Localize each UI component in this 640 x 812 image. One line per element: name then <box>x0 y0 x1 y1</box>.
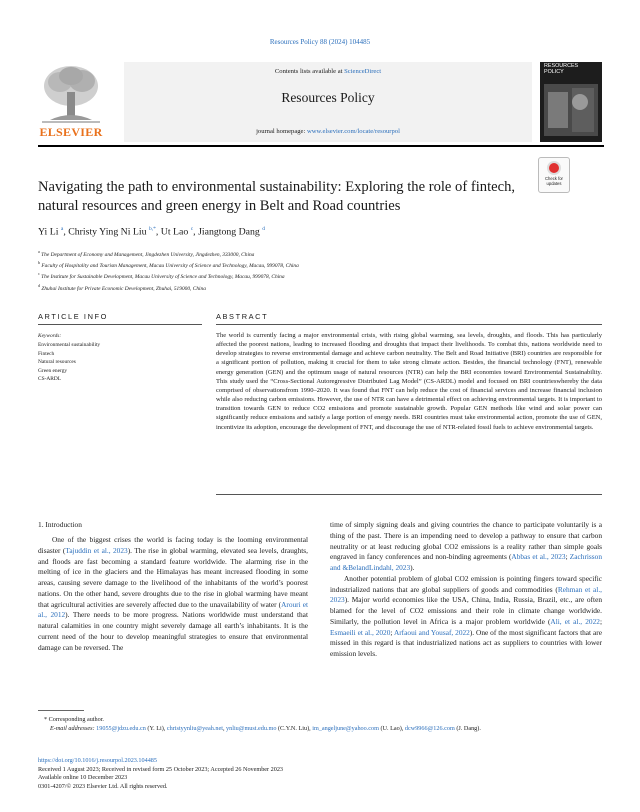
paragraph-text: Another potential problem of global CO2 emission is pointing fingers toward specific industrialized nations that are global suppliers of goods and commodities ( <box>330 573 602 594</box>
affiliation-marker: b <box>38 260 40 266</box>
email-owner: (U. Lao), <box>378 724 405 732</box>
sciencedirect-link[interactable]: ScienceDirect <box>344 68 382 75</box>
contents-line <box>124 68 532 75</box>
online-date: Available online 10 December 2023 <box>38 774 128 782</box>
publication-info <box>38 757 604 791</box>
affiliation <box>38 270 598 281</box>
check-updates-icon <box>547 161 561 175</box>
journal-reference[interactable]: Resources Policy 88 (2024) 104485 <box>269 38 371 46</box>
article-info-heading: ARTICLE INFO <box>38 312 108 321</box>
paragraph-text: time of simply signing deals and giving countries the chance to participate voluntarily is a thing of the past. There is an impending need to develop a pathway to ensure that carbon neutrality or at least reducing global CO2 emissions is a reality rather than simple goals engraved in fancy conferences and non-binding agreements ( <box>330 520 602 562</box>
affiliation-marker: c <box>38 271 40 277</box>
citation-link[interactable]: Arfaoui and Yousaf, 2022 <box>393 627 470 637</box>
corresponding-author-note <box>38 716 604 725</box>
article-title: Navigating the path to environmental sustainability: Exploring the role of fintech, natural resources and green energy in Belt and Road countries <box>38 179 516 214</box>
citation-link[interactable]: Rehman et al., 2023 <box>330 584 603 605</box>
body-column-right <box>330 520 602 660</box>
email-label: E-mail addresses: <box>50 724 97 732</box>
affiliation-text: Faculty of Hospitality and Tourism Management, Macau University of Science and Technology, Macau, 999078, China <box>41 263 299 269</box>
homepage-prefix: journal homepage: <box>256 128 307 135</box>
affiliation-text: The Department of Economy and Management, Jingdezhen University, Jingdezhen, 333000, China <box>41 251 255 258</box>
author-name[interactable]: Ut Lao <box>160 226 189 238</box>
author-name[interactable]: Yi Li <box>38 226 59 238</box>
author-affil-marker[interactable]: b,* <box>148 226 156 232</box>
abstract-heading: ABSTRACT <box>216 312 269 321</box>
abstract-body: The world is currently facing a major environmental crisis, with rising global warming, sea levels, droughts, and floods. This has particularly affected the poorest nations, leading to increased flooding and droughts that impact their livelihoods. To combat this, nations worldwide need to develop strategies to reverse environmental damage and achieve carbon neutrality. The Belt and Road Initiative (BRI) countries are responsible for a significant portion of pollution, making it crucial for them to take strong climate action. Besides, the financial technology (FNT), renewable energy generation (GEN) and the optimum usage of natural resources (NTR) can help the BRI economies toward Environmental Sustainability. This study used the “Cross-Sectional Autoregressive Distributed Lag Model” (CS-ARDL) model and focused on BRI countrieswhereby the data comprised of observationsfrom 1990–2020. It was found that FNT can help reduce the cost of financial services and increase financial inclusion while also reducing carbon emissions. However, the use of NTR can have a detrimental effect on achieving environmental targets. It is important to transition towards GEN to reduce CO2 emissions and promote sustainable growth. Popular GEN methods like wind and solar power can significantly reduce emissions and satisfy a large portion of energy needs. BRI countries must take environmental action, promote the use of GEN, incentivize its adoption, encourage the development of FNT, and discourage the use of NTR-related fossil fuels to achieve environmental targets. <box>216 332 602 431</box>
citation-link[interactable]: Arouri et al., 2012 <box>38 599 308 620</box>
journal-homepage-line <box>124 128 532 135</box>
journal-cover-thumbnail[interactable] <box>540 62 602 142</box>
paragraph-text: ; <box>599 616 602 626</box>
citation-link[interactable]: Abbas et al., 2023 <box>511 552 566 562</box>
author-list: Yi Li $^a$, Christy Ying Ni Liu $^{b,*}$, Ut Lao $^c$, Jiangtong Dang $^d$ <box>38 226 266 238</box>
received-dates: Received 1 August 2023; Received in revised form 25 October 2023; Accepted 26 November 2023 <box>38 765 284 773</box>
paragraph-text: One of the biggest crises the world is facing today is the looming environmental disaster ( <box>38 535 308 555</box>
doi-link[interactable]: https://doi.org/10.1016/j.resourpol.2023.104485 <box>38 757 157 764</box>
affiliation-marker: a <box>38 249 40 254</box>
citation-link[interactable]: Zachrisson and &BelandLindahl, 2023 <box>330 552 602 572</box>
keyword: Environmental sustainability <box>38 342 101 348</box>
keyword-list <box>38 341 100 384</box>
paragraph-text: ; <box>565 552 570 562</box>
keyword: Fintech <box>38 350 55 357</box>
email-owner: , <box>222 724 227 732</box>
footnote-marker: * <box>44 716 48 723</box>
keyword: Green energy <box>38 367 68 374</box>
body-column-left <box>38 535 308 653</box>
email-line <box>38 725 604 734</box>
section-heading-introduction: 1. Introduction <box>38 520 82 529</box>
author-affil-marker[interactable]: a <box>60 226 64 232</box>
check-updates-label: Check for updates <box>545 176 563 186</box>
affiliation-text: The Institute for Sustainable Development, Macau University of Science and Technology, Macau, 999078, China <box>41 274 285 281</box>
affiliation <box>38 282 598 293</box>
keyword: Natural resources <box>38 359 76 366</box>
paragraph-text: ). Major world economies like the USA, China, India, Russia, Brazil, etc., are often blamed for the level of CO2 emissions and their role in climate change worldwide. Similarly, the pollution level in Africa is a major problem worldwide ( <box>330 595 602 626</box>
cover-title: RESOURCES POLICY <box>544 63 579 75</box>
header-rule <box>38 145 604 147</box>
paragraph-text: ). <box>410 563 415 572</box>
email-owner: (J. Dang). <box>454 724 481 732</box>
journal-name[interactable]: Resources Policy <box>281 90 375 105</box>
abstract-bottom-rule <box>216 494 602 495</box>
email-link[interactable]: ynliu@must.edu.mo <box>226 724 277 732</box>
affiliation-marker: d <box>38 282 40 288</box>
affiliation-list <box>38 248 598 293</box>
citation-link[interactable]: Esmaeili et al., 2020 <box>330 627 391 637</box>
keywords-label: Keywords: <box>38 333 62 339</box>
check-for-updates-badge[interactable] <box>538 157 570 193</box>
copyright-line: 0301-4207/© 2023 Elsevier Ltd. All rights reserved. <box>38 782 168 790</box>
homepage-link[interactable]: www.elsevier.com/locate/resourpol <box>306 128 400 135</box>
email-owner: (Y. Li), <box>145 724 167 732</box>
email-link[interactable]: 19055@jdzu.edu.cn <box>96 724 146 732</box>
author-affil-marker[interactable]: d <box>262 226 266 232</box>
author-name[interactable]: Christy Ying Ni Liu <box>68 226 147 238</box>
email-link[interactable]: christyynliu@yeah.net <box>166 724 223 732</box>
citation-link[interactable]: Ali, et al., 2022 <box>550 616 600 626</box>
affiliation <box>38 248 598 259</box>
paragraph-text: ). The rise in global warming, elevated sea levels, draughts, and floods are fast becoming a standard feature worldwide. The alarming rise in the melting of ice in the glaciers and the Himalayas has meant increased flooding in some areas, causing severe damage to the livelihood of the inhabitants of the world’s poorest nations. On the other hand, severe droughts due to the rise in global warming have meant that agricultural activities are severely affected due to the unavailability of water ( <box>38 545 308 609</box>
email-link[interactable]: dcw9966@126.com <box>404 724 455 732</box>
contents-prefix: Contents lists available at <box>274 68 345 75</box>
corresponding-label: Corresponding author. <box>48 716 104 723</box>
keyword: CS-ARDL <box>38 376 62 383</box>
email-link[interactable]: im_angeljune@yahoo.com <box>312 724 379 732</box>
paragraph-text: ). There needs to be more progress. Nations worldwide must understand that natural calamities in one country might severely damage all earth’s inhabitants. It is the current need of the hour to develop meaningful strategies to ensure that environmental damage can be reversed. The <box>38 610 308 652</box>
author-affil-marker[interactable]: c <box>190 226 194 232</box>
paragraph <box>330 520 602 574</box>
abstract-rule <box>216 324 602 325</box>
paragraph-text: ; <box>390 627 394 637</box>
affiliation <box>38 259 598 270</box>
cover-image-icon <box>540 62 602 142</box>
elsevier-wordmark: ELSEVIER <box>39 125 103 139</box>
elsevier-tree-icon <box>36 62 106 124</box>
footnote-rule <box>38 710 84 711</box>
affiliation-text: Zhuhai Institute for Private Economic Development, Zhuhai, 519000, China <box>41 285 206 292</box>
citation-link[interactable]: Tajuddin et al., 2023 <box>65 545 128 555</box>
article-info-rule <box>38 324 202 325</box>
paragraph-text: ). One of the most significant factors that are missed in this regard is that industrialized nations act as suppliers to countries with lower emission levels. <box>330 627 602 658</box>
footnote <box>38 716 604 733</box>
paragraph <box>330 574 602 660</box>
paragraph <box>38 535 308 653</box>
email-owner: (C.Y.N. Liu), <box>276 724 313 732</box>
author-name[interactable]: Jiangtong Dang <box>198 226 260 238</box>
